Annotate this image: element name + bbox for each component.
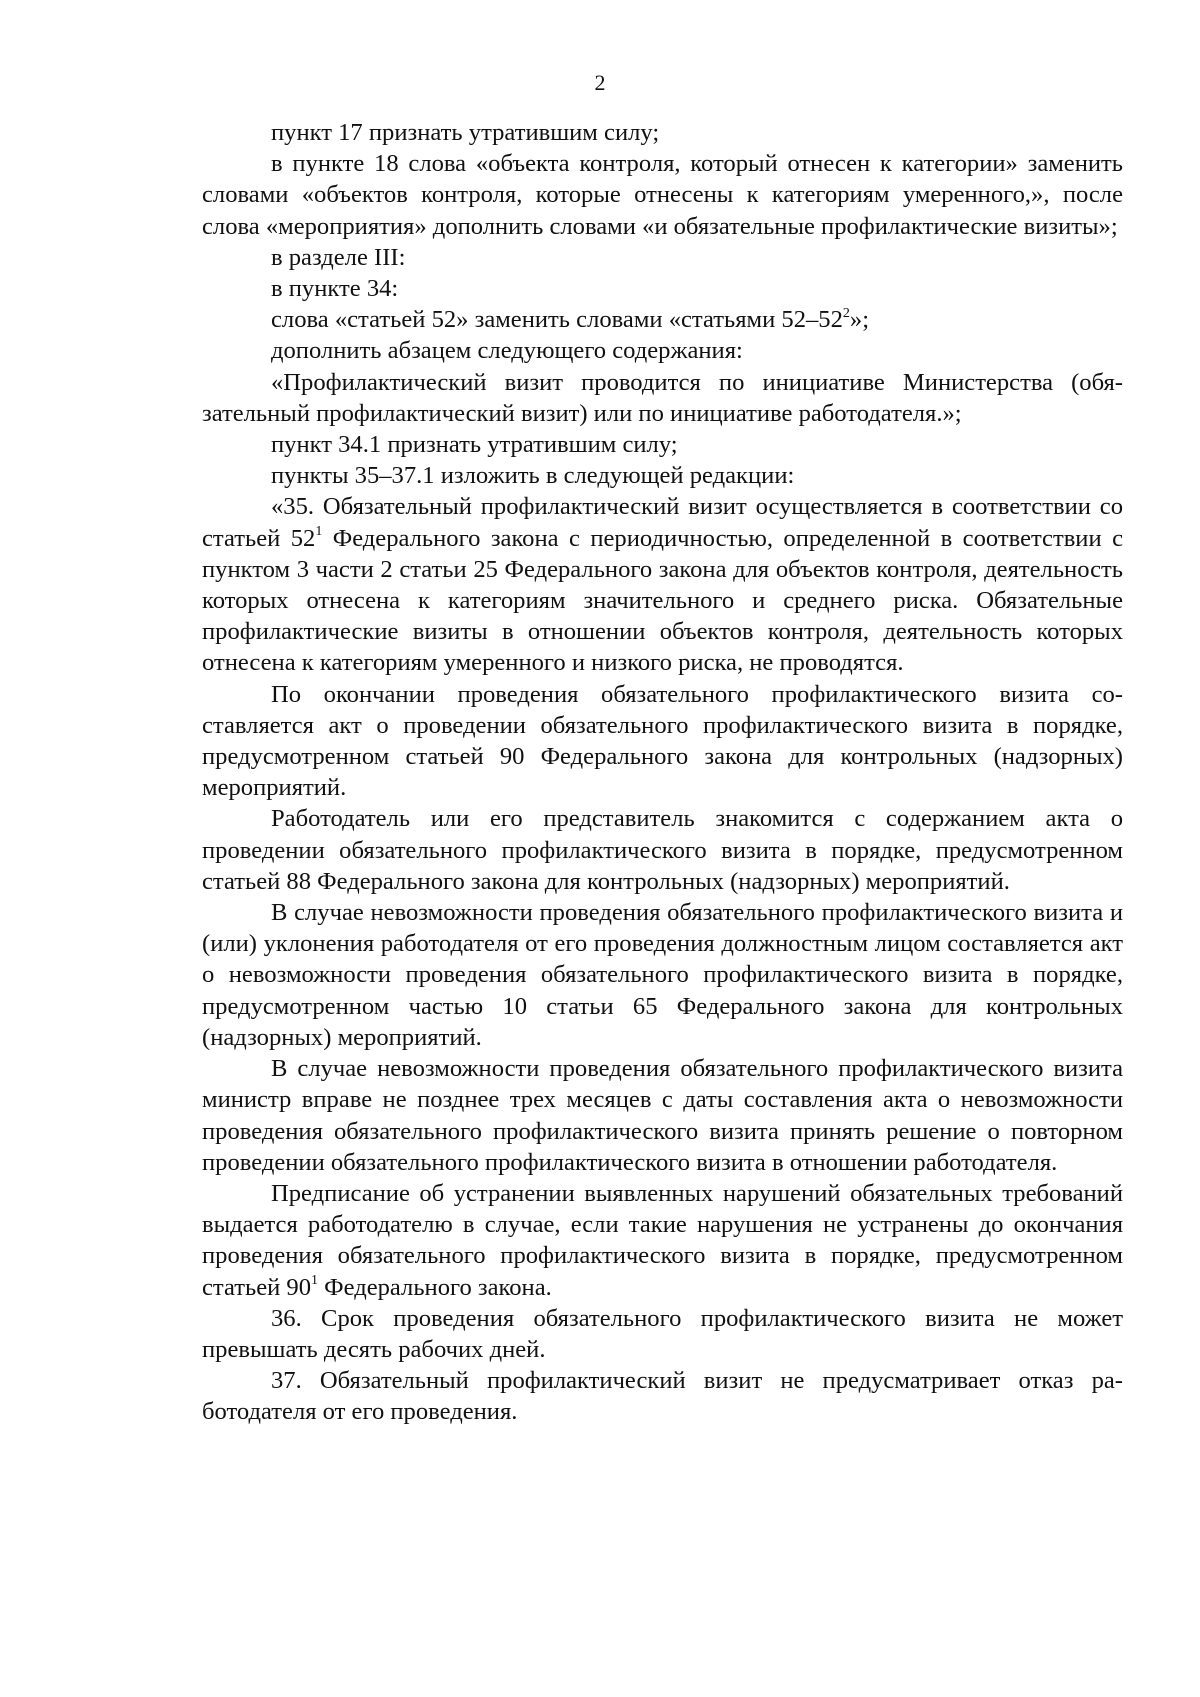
paragraph: пункт 17 признать утратившим силу; — [271, 119, 660, 146]
paragraph: в разделе III: — [271, 243, 406, 271]
paragraph — [202, 491, 1123, 678]
document-body — [202, 117, 1123, 1428]
paragraph: в пункте 18 слова «объекта контроля, который отнесен к категории» заменить словами «объектов контроля, которые отнесены к категориям умеренного,», после слова «мероприятия» дополнить словами «и обязательные профилактические визиты»; — [202, 150, 1123, 240]
paragraph-text: Предписание об устранении выявленных нарушений обязательных требований выдается работодателю в случае, если такие нарушения не устранены до окончания проведения обязательного профилактического визита в порядке, предусмотренном статьей 90 — [202, 1179, 1123, 1301]
paragraph — [202, 304, 1123, 335]
paragraph — [202, 1178, 1123, 1303]
paragraph: пункты 35–37.1 изложить в следующей редакции: — [271, 462, 795, 490]
paragraph: «Профилактический визит проводится по инициативе Министерства (обязательный профилактический визит) или по инициативе работодателя.»; — [202, 368, 1123, 427]
paragraph: 36. Срок проведения обязательного профилактического визита не может превышать десять рабочих дней. — [202, 1304, 1123, 1363]
paragraph: 37. Обязательный профилактический визит не предусматривает отказ работодателя от его проведения. — [202, 1367, 1123, 1426]
paragraph: Работодатель или его представитель знакомится с содержанием акта о проведении обязательного профилактического визита в порядке, предусмотренном статьей 88 Федерального закона для контрольных (надзорных) мероприятий. — [202, 805, 1123, 895]
superscript: 2 — [842, 306, 850, 322]
paragraph-text: «35. Обязательный профилактический визит осуществляется в соответствии со статьей 52 — [202, 493, 1123, 552]
paragraph-text: слова «статьей 52» заменить словами «статьями 52–52 — [271, 306, 843, 334]
paragraph: По окончании проведения обязательного профилактического визита составляется акт о проведении обязательного профилактического визита в порядке, предусмотренном статьей 90 Федерального закона для контрольных (надзорных) мероприятий. — [202, 680, 1123, 802]
paragraph: В случае невозможности проведения обязательного профилактического визита министр вправе не позднее трех месяцев с даты составления акта о невозможности проведения обязательного профилактического визита принять решение о повторном проведении обязательного профилактического визита в отношении работодателя. — [202, 1055, 1123, 1176]
superscript: 1 — [315, 524, 323, 540]
superscript: 1 — [311, 1273, 319, 1289]
paragraph-text: »; — [849, 306, 870, 334]
page-number: 2 — [594, 70, 606, 95]
paragraph: в пункте 34: — [271, 275, 399, 303]
paragraph-text: Федерального закона с периодичностью, определенной в соответствии с пунктом 3 части 2 статьи 25 Федерального закона для объектов контроля, деятельность которых отнесена к категориям значительного и среднего риска. Обязательные профилактические визиты в отношении объектов контроля, деятельность которых отнесена к категориям умеренного и низкого риска, не проводятся. — [202, 524, 1123, 677]
paragraph: пункт 34.1 признать утратившим силу; — [271, 431, 678, 459]
paragraph: дополнить абзацем следующего содержания: — [271, 337, 743, 365]
paragraph: В случае невозможности проведения обязательного профилактического визита и (или) уклонения работодателя от его проведения должностным лицом составляется акт о невозможности проведения обязательного профилактического визита в порядке, предусмотренном частью 10 статьи 65 Федерального закона для контрольных (надзорных) мероприятий. — [202, 899, 1123, 1051]
paragraph-text: Федерального закона. — [318, 1273, 552, 1301]
